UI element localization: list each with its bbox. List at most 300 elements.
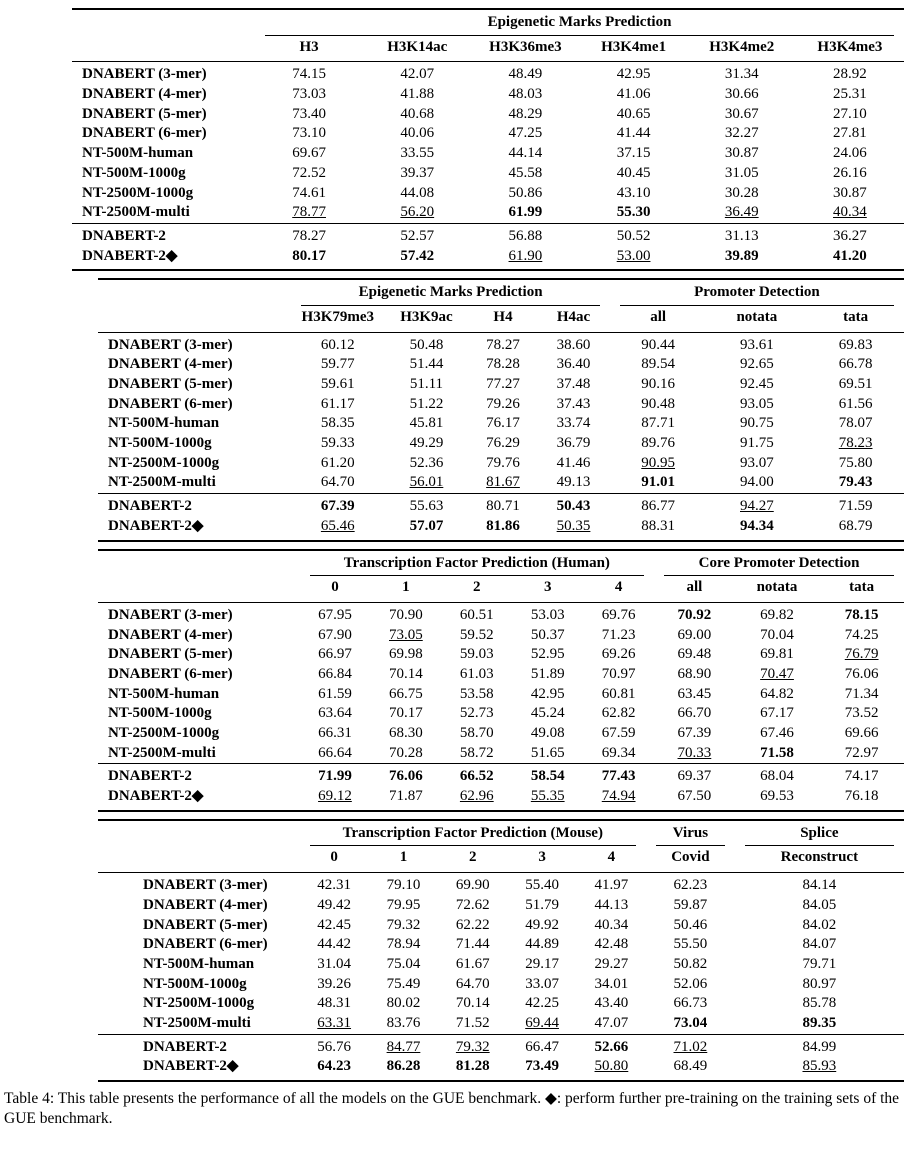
- value-cell: 71.52: [455, 1014, 490, 1031]
- value-cell: 61.17: [320, 395, 355, 412]
- value-cell: 61.99: [508, 204, 543, 221]
- column-header: H4: [469, 306, 538, 332]
- table-row: [98, 626, 904, 646]
- value-cell: 76.06: [370, 764, 441, 787]
- value-cell: 42.31: [317, 877, 352, 894]
- column-group-header: [646, 820, 735, 847]
- value-cell: 69.26: [601, 646, 636, 663]
- value-cell: 45.58: [508, 164, 543, 181]
- value-cell: 73.05: [389, 626, 423, 643]
- row-label: DNABERT (6-mer): [143, 936, 268, 953]
- column-header: notata: [707, 306, 808, 332]
- table-row: [72, 144, 904, 164]
- table-row: [98, 787, 904, 811]
- value-cell: 80.02: [386, 995, 421, 1012]
- value-cell: 79.32: [438, 1034, 507, 1057]
- table-row: [98, 873, 904, 896]
- value-cell: 67.90: [318, 626, 352, 643]
- value-cell: 78.07: [838, 415, 873, 432]
- value-cell: 59.61: [320, 376, 355, 392]
- value-cell: 71.59: [807, 494, 904, 517]
- value-cell: 31.04: [317, 955, 352, 972]
- value-cell: 76.79: [844, 646, 879, 663]
- table-row: [72, 85, 904, 105]
- row-label: NT-2500M-1000g: [108, 454, 220, 471]
- value-cell: 68.49: [673, 1058, 708, 1075]
- value-cell: 43.40: [594, 995, 629, 1012]
- value-cell: 78.27: [486, 336, 520, 353]
- table-row: [98, 1057, 904, 1081]
- value-cell: 40.34: [594, 916, 629, 933]
- value-cell: 52.57: [363, 223, 471, 246]
- value-cell: 93.61: [740, 336, 774, 353]
- value-cell: 30.28: [724, 184, 759, 201]
- table-row: [98, 764, 904, 787]
- value-cell: 80.71: [469, 494, 538, 517]
- table-row: [98, 935, 904, 955]
- value-cell: 71.87: [389, 788, 423, 805]
- column-group-header: [291, 279, 609, 306]
- value-cell: 41.46: [556, 454, 591, 471]
- table-row: [98, 916, 904, 936]
- value-cell: 59.33: [320, 435, 355, 452]
- row-label: DNABERT-2◆: [108, 788, 204, 805]
- row-label: NT-500M-human: [143, 955, 255, 972]
- value-cell: 50.46: [673, 916, 708, 933]
- value-cell: 50.43: [537, 494, 610, 517]
- value-cell: 92.65: [740, 356, 774, 373]
- table-row: [98, 1034, 904, 1057]
- value-cell: 68.90: [677, 665, 712, 682]
- value-cell: 58.54: [512, 764, 583, 787]
- value-cell: 70.90: [389, 606, 423, 623]
- value-cell: 60.51: [459, 606, 494, 623]
- tables-container: [0, 8, 922, 1082]
- column-header: 3: [507, 846, 576, 872]
- value-cell: 44.08: [400, 184, 435, 201]
- value-cell: 73.03: [292, 86, 326, 103]
- value-cell: 61.59: [318, 685, 352, 702]
- value-cell: 86.77: [610, 494, 707, 517]
- column-header: H3K14ac: [363, 36, 471, 62]
- value-cell: 69.66: [844, 725, 879, 741]
- column-header: tata: [819, 576, 904, 602]
- value-cell: 57.07: [409, 517, 444, 534]
- value-cell: 59.03: [459, 646, 494, 663]
- value-cell: 44.13: [594, 896, 629, 913]
- value-cell: 37.43: [556, 395, 591, 412]
- value-cell: 61.90: [508, 247, 543, 264]
- value-cell: 73.52: [844, 705, 879, 722]
- column-header: 4: [583, 576, 654, 602]
- value-cell: 76.18: [844, 788, 879, 805]
- value-cell: 59.52: [459, 626, 494, 643]
- value-cell: 66.84: [318, 665, 352, 682]
- value-cell: 67.95: [318, 606, 352, 623]
- corner-cell: [98, 820, 300, 847]
- value-cell: 73.49: [525, 1058, 559, 1075]
- value-cell: 73.04: [673, 1014, 708, 1031]
- value-cell: 42.48: [594, 936, 629, 953]
- value-cell: 40.65: [616, 105, 651, 122]
- value-cell: 78.23: [838, 435, 873, 452]
- value-cell: 55.63: [384, 494, 469, 517]
- value-cell: 70.14: [389, 665, 423, 682]
- table-row: [98, 332, 904, 355]
- value-cell: 76.29: [486, 435, 520, 452]
- value-cell: 49.92: [525, 916, 559, 933]
- row-label: NT-2500M-multi: [108, 474, 216, 491]
- table-row: [98, 1014, 904, 1034]
- value-cell: 67.59: [601, 725, 636, 741]
- row-label: NT-2500M-multi: [82, 204, 190, 221]
- table-row: [98, 517, 904, 541]
- row-label: DNABERT (5-mer): [82, 105, 207, 122]
- value-cell: 64.70: [320, 474, 355, 491]
- table-row: [98, 744, 904, 764]
- value-cell: 30.66: [724, 86, 759, 103]
- value-cell: 51.44: [409, 356, 444, 373]
- row-label: DNABERT (3-mer): [143, 877, 268, 894]
- row-label: DNABERT (6-mer): [108, 665, 233, 682]
- value-cell: 41.88: [400, 86, 435, 103]
- value-cell: 79.32: [386, 916, 421, 933]
- table-row: [72, 247, 904, 271]
- value-cell: 67.39: [291, 494, 384, 517]
- value-cell: 34.01: [594, 975, 629, 992]
- value-cell: 67.50: [677, 788, 712, 805]
- value-cell: 36.27: [796, 223, 904, 246]
- corner-cell: [98, 279, 291, 306]
- value-cell: 48.29: [508, 105, 543, 122]
- column-header: 2: [438, 846, 507, 872]
- value-cell: 55.40: [525, 877, 559, 894]
- value-cell: 66.47: [507, 1034, 576, 1057]
- value-cell: 47.07: [594, 1014, 629, 1031]
- value-cell: 50.48: [409, 336, 444, 353]
- value-cell: 69.67: [292, 145, 326, 162]
- column-group-label: Transcription Factor Prediction (Mouse): [310, 823, 637, 847]
- value-cell: 71.34: [844, 685, 879, 702]
- column-header: 4: [577, 846, 646, 872]
- value-cell: 52.66: [577, 1034, 646, 1057]
- value-cell: 66.52: [441, 764, 512, 787]
- value-cell: 38.60: [556, 336, 591, 353]
- value-cell: 44.42: [317, 936, 352, 953]
- value-cell: 39.89: [724, 247, 759, 264]
- value-cell: 55.30: [616, 204, 651, 221]
- value-cell: 49.13: [556, 474, 591, 491]
- value-cell: 87.71: [641, 415, 676, 432]
- column-header-row: [98, 576, 904, 602]
- value-cell: 43.10: [616, 184, 651, 201]
- row-label: DNABERT (6-mer): [82, 125, 207, 142]
- table-row: [98, 494, 904, 517]
- row-label: DNABERT (4-mer): [143, 896, 268, 913]
- table-row: [98, 724, 904, 744]
- value-cell: 84.02: [802, 916, 837, 933]
- table-row: [98, 414, 904, 434]
- value-cell: 86.28: [386, 1058, 421, 1075]
- value-cell: 70.28: [389, 744, 423, 761]
- value-cell: 62.22: [455, 916, 490, 933]
- table-row: [72, 164, 904, 184]
- column-header: H3K36me3: [471, 36, 579, 62]
- value-cell: 79.43: [838, 474, 873, 491]
- column-header: 1: [369, 846, 438, 872]
- value-cell: 84.99: [735, 1034, 904, 1057]
- value-cell: 71.02: [646, 1034, 735, 1057]
- value-cell: 80.17: [292, 247, 326, 264]
- value-cell: 68.04: [735, 764, 820, 787]
- value-cell: 29.27: [594, 955, 629, 972]
- column-header: H3: [255, 36, 363, 62]
- column-group-label: Epigenetic Marks Prediction: [265, 12, 894, 36]
- row-label: NT-500M-1000g: [108, 435, 212, 452]
- column-group-header: [300, 820, 647, 847]
- value-cell: 50.82: [673, 955, 708, 972]
- value-cell: 42.25: [525, 995, 559, 1012]
- column-header: H3K4me3: [796, 36, 904, 62]
- value-cell: 40.45: [616, 164, 651, 181]
- value-cell: 91.01: [641, 474, 676, 491]
- row-label: DNABERT (6-mer): [108, 395, 233, 412]
- column-header: H3K4me1: [580, 36, 688, 62]
- value-cell: 41.97: [594, 877, 629, 894]
- group-header-row: [98, 820, 904, 847]
- value-cell: 79.76: [486, 454, 520, 471]
- column-group-header: [654, 550, 904, 577]
- column-header: 0: [300, 576, 371, 602]
- value-cell: 70.17: [389, 705, 423, 722]
- value-cell: 67.17: [760, 705, 794, 722]
- column-header: 1: [370, 576, 441, 602]
- value-cell: 30.87: [833, 184, 867, 201]
- row-label: NT-2500M-1000g: [143, 995, 255, 1012]
- value-cell: 79.95: [386, 896, 421, 913]
- row-label: NT-2500M-multi: [143, 1014, 251, 1031]
- value-cell: 50.86: [508, 184, 543, 201]
- table-row: [98, 975, 904, 995]
- value-cell: 73.10: [292, 125, 326, 142]
- value-cell: 53.00: [616, 247, 651, 264]
- value-cell: 61.20: [320, 454, 355, 471]
- value-cell: 68.79: [838, 517, 873, 534]
- table-row: [98, 645, 904, 665]
- row-label: DNABERT-2◆: [82, 247, 178, 264]
- value-cell: 67.39: [677, 725, 712, 741]
- row-label: NT-500M-human: [82, 145, 194, 162]
- value-cell: 70.33: [677, 744, 712, 761]
- value-cell: 37.15: [616, 145, 651, 162]
- value-cell: 75.04: [386, 955, 421, 972]
- value-cell: 66.78: [838, 356, 873, 373]
- group-header-row: [98, 550, 904, 577]
- value-cell: 59.87: [673, 896, 708, 913]
- table-row: [72, 223, 904, 246]
- row-label: DNABERT-2◆: [108, 517, 204, 534]
- value-cell: 74.15: [292, 66, 326, 83]
- row-label: NT-500M-1000g: [143, 975, 247, 992]
- row-label: DNABERT (5-mer): [108, 646, 233, 663]
- column-header: Covid: [646, 846, 735, 872]
- row-label: DNABERT (3-mer): [108, 336, 233, 353]
- value-cell: 63.64: [318, 705, 352, 722]
- table-row: [72, 184, 904, 204]
- table-row: [98, 602, 904, 625]
- table-row: [98, 473, 904, 493]
- value-cell: 66.31: [318, 725, 352, 741]
- corner-cell: [98, 846, 300, 872]
- value-cell: 58.72: [459, 744, 494, 761]
- column-header: Reconstruct: [735, 846, 904, 872]
- value-cell: 61.03: [459, 665, 494, 682]
- value-cell: 32.27: [724, 125, 759, 142]
- corner-cell: [72, 9, 255, 36]
- value-cell: 72.97: [844, 744, 879, 761]
- value-cell: 74.25: [844, 626, 879, 643]
- group-header-row: [98, 279, 904, 306]
- value-cell: 41.06: [616, 86, 651, 103]
- value-cell: 56.76: [300, 1034, 369, 1057]
- value-cell: 69.48: [677, 646, 712, 663]
- value-cell: 69.37: [654, 764, 735, 787]
- value-cell: 50.37: [530, 626, 565, 643]
- value-cell: 85.78: [802, 995, 837, 1012]
- value-cell: 40.68: [400, 105, 435, 122]
- value-cell: 27.81: [833, 125, 867, 142]
- value-cell: 70.97: [601, 665, 636, 682]
- value-cell: 25.31: [833, 86, 867, 103]
- value-cell: 51.89: [530, 665, 565, 682]
- value-cell: 75.80: [838, 454, 873, 471]
- value-cell: 77.43: [583, 764, 654, 787]
- value-cell: 48.03: [508, 86, 543, 103]
- corner-cell: [72, 36, 255, 62]
- row-label: DNABERT (5-mer): [143, 916, 268, 933]
- row-label: NT-500M-human: [108, 415, 220, 432]
- value-cell: 66.97: [318, 646, 352, 663]
- column-header: all: [610, 306, 707, 332]
- value-cell: 83.76: [386, 1014, 421, 1031]
- value-cell: 70.47: [760, 665, 794, 682]
- value-cell: 75.49: [386, 975, 421, 992]
- value-cell: 69.81: [760, 646, 794, 663]
- table-caption: Table 4: This table presents the performance of all the models on the GUE benchmark. ◆: perform further pre-training on the training sets of the GUE benchmark.: [4, 1090, 900, 1127]
- value-cell: 48.49: [508, 66, 543, 83]
- row-label: DNABERT-2: [98, 1034, 300, 1057]
- value-cell: 84.77: [369, 1034, 438, 1057]
- value-cell: 73.40: [292, 105, 326, 122]
- column-header: all: [654, 576, 735, 602]
- value-cell: 33.74: [556, 415, 591, 432]
- value-cell: 85.93: [802, 1058, 837, 1075]
- value-cell: 33.07: [525, 975, 559, 992]
- value-cell: 57.42: [400, 247, 435, 264]
- value-cell: 84.14: [802, 877, 837, 894]
- value-cell: 58.35: [320, 415, 355, 432]
- value-cell: 79.26: [486, 395, 520, 412]
- column-header: H3K79me3: [291, 306, 384, 332]
- value-cell: 94.34: [740, 517, 774, 534]
- table-row: [98, 994, 904, 1014]
- value-cell: 71.44: [455, 936, 490, 953]
- group-header-row: [72, 9, 904, 36]
- value-cell: 62.23: [673, 877, 708, 894]
- table-row: [98, 896, 904, 916]
- table-row: [98, 955, 904, 975]
- value-cell: 90.48: [641, 395, 676, 412]
- value-cell: 69.98: [389, 646, 423, 663]
- row-label: NT-500M-human: [108, 685, 220, 702]
- value-cell: 30.87: [724, 145, 759, 162]
- value-cell: 59.77: [320, 356, 355, 373]
- row-label: NT-500M-1000g: [82, 164, 186, 181]
- corner-cell: [98, 576, 300, 602]
- table-row: [72, 203, 904, 223]
- value-cell: 76.17: [486, 415, 520, 432]
- value-cell: 31.05: [724, 164, 759, 181]
- table-row: [98, 355, 904, 375]
- value-cell: 40.34: [833, 204, 867, 221]
- table-row: [72, 124, 904, 144]
- table-row: [98, 454, 904, 474]
- column-group-header: [300, 550, 655, 577]
- table-row: [98, 704, 904, 724]
- value-cell: 92.45: [740, 376, 774, 392]
- value-cell: 69.00: [677, 626, 712, 643]
- value-cell: 36.40: [556, 356, 591, 373]
- value-cell: 41.44: [616, 125, 651, 142]
- value-cell: 81.86: [486, 517, 520, 534]
- value-cell: 90.44: [641, 336, 676, 353]
- column-header: H3K4me2: [688, 36, 796, 62]
- value-cell: 47.25: [508, 125, 543, 142]
- value-cell: 52.95: [530, 646, 565, 663]
- results-table-2: [98, 278, 904, 541]
- results-table-1: [72, 8, 904, 271]
- column-group-label: Transcription Factor Prediction (Human): [310, 553, 645, 577]
- value-cell: 65.46: [320, 517, 355, 534]
- value-cell: 94.27: [707, 494, 808, 517]
- row-label: DNABERT-2: [72, 223, 255, 246]
- value-cell: 88.31: [641, 517, 676, 534]
- results-table-3: [98, 549, 904, 812]
- value-cell: 36.49: [724, 204, 759, 221]
- value-cell: 42.95: [616, 66, 651, 83]
- value-cell: 71.23: [601, 626, 636, 643]
- value-cell: 31.34: [724, 66, 759, 83]
- corner-cell: [98, 306, 291, 332]
- value-cell: 44.14: [508, 145, 543, 162]
- value-cell: 42.07: [400, 66, 435, 83]
- value-cell: 49.29: [409, 435, 444, 452]
- table-row: [72, 62, 904, 85]
- value-cell: 49.42: [317, 896, 352, 913]
- value-cell: 51.11: [409, 376, 444, 392]
- row-label: NT-500M-1000g: [108, 705, 212, 722]
- value-cell: 51.79: [525, 896, 559, 913]
- value-cell: 66.73: [673, 995, 708, 1012]
- value-cell: 81.67: [486, 474, 520, 491]
- value-cell: 39.37: [400, 164, 435, 181]
- row-label: NT-2500M-multi: [108, 744, 216, 761]
- value-cell: 69.44: [525, 1014, 559, 1031]
- table-row: [98, 375, 904, 395]
- value-cell: 63.31: [317, 1014, 352, 1031]
- row-label: DNABERT-2◆: [143, 1058, 239, 1075]
- column-header: H3K9ac: [384, 306, 469, 332]
